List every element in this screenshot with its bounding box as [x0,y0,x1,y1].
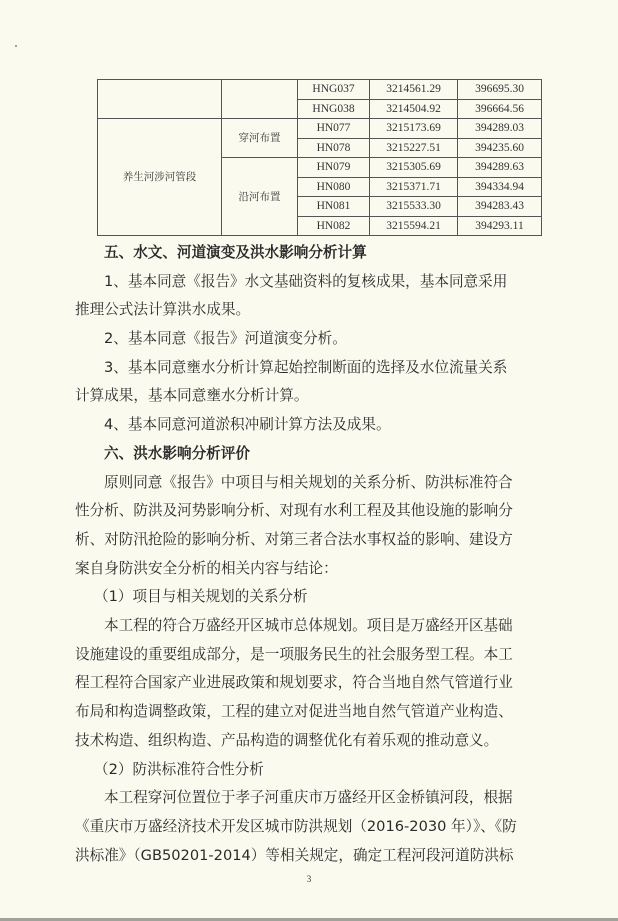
coordinates-table [97,79,542,236]
layout-cell: 穿河布置 [222,119,298,158]
point-cell: HN082 [298,216,370,236]
point-cell: HN079 [298,158,370,178]
section-5-heading: 五、水文、河道演变及洪水影响分析计算 [104,244,367,261]
section-6-heading: 六、洪水影响分析评价 [104,445,250,462]
subsection-1-heading: （1）项目与相关规划的关系分析 [94,588,308,605]
x-cell: 3215173.69 [370,119,458,139]
page-number: 3 [306,874,312,884]
section-cell: 养生河涉河管段 [98,119,222,236]
point-cell: HN080 [298,177,370,197]
paragraph-line: 1、基本同意《报告》水文基础资料的复核成果，基本同意采用 [104,273,508,290]
paragraph-line: 技术构造、组织构造、产品构造的调整优化有着乐观的推动意义。 [75,732,499,749]
layout-cell [222,80,298,119]
table-row [98,119,542,139]
paragraph-line: 布局和构造调整政策，工程的建立对促进当地自然气管道产业构造、 [75,703,513,720]
scan-speck [15,45,17,47]
paragraph-line: 3、基本同意壅水分析计算起始控制断面的选择及水位流量关系 [104,359,508,376]
paragraph-line: 案自身防洪安全分析的相关内容与结论： [75,560,338,577]
y-cell: 394289.03 [458,119,542,139]
paragraph-line: 析、对防汛抢险的影响分析、对第三者合法水事权益的影响、建设方 [75,531,513,548]
point-cell: HN077 [298,119,370,139]
paragraph-line: 性分析、防洪及河势影响分析、对现有水利工程及其他设施的影响分 [75,502,513,519]
section-cell [98,80,222,119]
y-cell: 396695.30 [458,80,542,100]
paragraph-line: 2、基本同意《报告》河道演变分析。 [104,330,347,347]
y-cell: 394289.63 [458,158,542,178]
y-cell: 394283.43 [458,197,542,217]
x-cell: 3214561.29 [370,80,458,100]
x-cell: 3215533.30 [370,197,458,217]
table-row [98,80,542,100]
y-cell: 394334.94 [458,177,542,197]
paragraph-line: 《重庆市万盛经济技术开发区城市防洪规划（2016-2030 年）》、《防 [75,818,517,835]
paragraph-line: 本工程穿河位置位于孝子河重庆市万盛经开区金桥镇河段，根据 [104,789,513,806]
x-cell: 3215227.51 [370,138,458,158]
paragraph-line: 程工程符合国家产业进展政策和规划要求，符合当地自然气管道行业 [75,674,513,691]
point-cell: HN081 [298,197,370,217]
point-cell: HNG038 [298,99,370,119]
paragraph-line: 推理公式法计算洪水成果。 [75,301,251,318]
subsection-2-heading: （2）防洪标准符合性分析 [94,761,264,778]
paragraph-line: 原则同意《报告》中项目与相关规划的关系分析、防洪标准符合 [104,474,513,491]
x-cell: 3215305.69 [370,158,458,178]
paragraph-line: 4、基本同意河道淤积冲刷计算方法及成果。 [104,416,391,433]
x-cell: 3215594.21 [370,216,458,236]
x-cell: 3215371.71 [370,177,458,197]
paragraph-line: 计算成果，基本同意壅水分析计算。 [75,387,309,404]
layout-cell: 沿河布置 [222,158,298,236]
y-cell: 394235.60 [458,138,542,158]
point-cell: HNG037 [298,80,370,100]
point-cell: HN078 [298,138,370,158]
paragraph-line: 设施建设的重要组成部分，是一项服务民生的社会服务型工程。本工 [75,646,513,663]
x-cell: 3214504.92 [370,99,458,119]
paragraph-line: 本工程的符合万盛经开区城市总体规划。项目是万盛经开区基础 [104,617,513,634]
y-cell: 396664.56 [458,99,542,119]
y-cell: 394293.11 [458,216,542,236]
paragraph-line: 洪标准》（GB50201-2014）等相关规定，确定工程河段河道防洪标 [75,847,514,864]
